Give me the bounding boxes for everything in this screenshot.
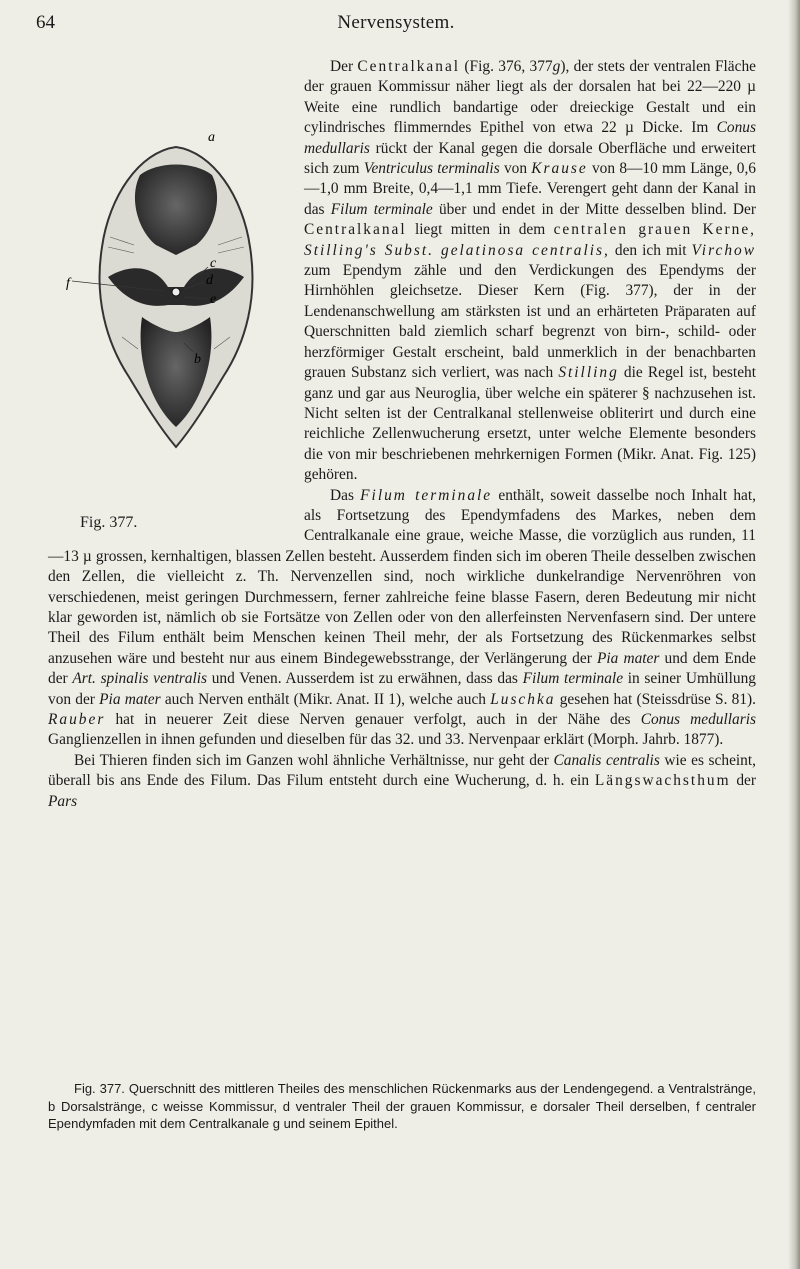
central-canal (172, 288, 180, 296)
page-edge (788, 0, 800, 1269)
text-run: Das (330, 486, 361, 504)
spinal-cord-cross-section-illustration (38, 127, 292, 507)
italic-term: Conus medullaris (640, 711, 756, 728)
italic-term: Canalis centralis (553, 751, 660, 769)
text-run: und dem Ende der (48, 649, 756, 688)
label-e: e (210, 292, 217, 307)
text-run: wie es scheint, überall bis ans Ende des Filum. Das Filum entsteht durch eine Wucherung, d. h. ein (48, 751, 756, 790)
text-run: Ganglienzellen in ihnen gefunden und dieselben für das 32. und 33. Nervenpaar erklärt (Morph. Jahrb. 1877). (48, 731, 724, 749)
text-run: über und endet in der Mitte desselben blind. Der (432, 200, 756, 218)
text-run: hat in neuerer Zeit diese Nerven genauer verfolgt, auch in der Nähe des (105, 711, 641, 728)
paragraph-animals (48, 751, 756, 812)
label-d: d (206, 273, 213, 288)
text-run: rückt der Kanal gegen die dorsale Oberfläche und erweitert sich zum (304, 139, 756, 178)
text-run: ), der stets der ventralen Fläche der grauen Kommissur näher liegt als der dorsalen hat bei 22—220 µ Weite eine rundlich bandartige oder dreieckige Gestalt und ein cylindrisches flimmerndes Epithel von etwa 22 µ Dicke. Im (304, 58, 756, 137)
italic-term: Filum terminale (522, 670, 624, 688)
author-name: Rauber (48, 711, 106, 728)
text-run: (Fig. 376, 377 (460, 58, 553, 75)
text-run: zum Ependym zähle und den Verdickungen des Ependyms der Hirnhöhlen gleichsetze. Dieser Kern (Fig. 377), der in der Lendenanschwellung am stärksten ist und an erhärteten Präparaten auf Querschnitten bald ziemlich scharf begrenzt von birn-, schild- oder herzförmiger Gestalt erscheint, bald unmerklich in der benachbarten grauen Substanz sich verliert, was nach (304, 262, 756, 382)
italic-term: Art. spinalis ventralis (72, 670, 208, 688)
caption-text: Fig. 377. Querschnitt des mittleren Theiles des menschlichen Rückenmarks aus der Lendengegend. a Ventralstränge, b Dorsalstränge, c weisse Kommissur, d ventraler Theil der grauen Kommissur, e dorsaler Theil derselben, f centraler Ependymfaden mit dem Centralkanale g und seinem Epithel. (48, 1081, 756, 1132)
italic-term: Filum terminale (330, 200, 433, 218)
figure-label: Fig. 377. (80, 514, 138, 531)
author-name: Luschka (490, 690, 556, 708)
italic-term: Filum terminale (360, 486, 493, 504)
label-f: f (66, 276, 70, 291)
text-run: Der (330, 58, 358, 75)
author-name: Virchow (691, 241, 756, 259)
text-run: Bei Thieren finden sich im Ganzen wohl ähnliche Verhältnisse, nur geht der (74, 751, 554, 769)
text-run: enthält, soweit dasselbe noch Inhalt hat, als Fortsetzung des Ependymfadens des Markes, neben dem Centralkanale eine graue, weiche Masse, die vorzüglich aus runden, 11—13 µ grossen, kernhaltigen, blassen Zellen besteht. Ausserdem finden sich im oberen Theile desselben zwischen den Zellen, die vielleicht z. Th. Nervenzellen sind, noch wirkliche dunkelrandige Nervenröhren von verschiedenen, meist geringen Durchmessern, ferner zahlreiche feine blasse Fasern, deren Bedeutung mir nicht klar geworden ist, nämlich ob sie Fortsätze von Zellen oder von den allerfeinsten Nervenfasern sind. Der untere Theil des Filum enthält beim Menschen keinen Theil mehr, der als Fortsetzung des Rückenmarkes selbst anzusehen wäre und besteht nur aus einem Bindegewebsstrange, der Verlängerung der (48, 486, 756, 667)
italic-term: Pia mater (99, 690, 161, 708)
spaced-term: Centralkanal (357, 58, 461, 75)
italic-term: Pars (48, 792, 78, 810)
running-title: Nervensystem. (337, 12, 455, 33)
text-run: auch Nerven enthält (Mikr. Anat. II 1), welche auch (160, 690, 491, 708)
figure-377 (38, 127, 292, 537)
page-header (36, 12, 756, 42)
text-run: von 8—10 mm Länge, 0,6—1,0 mm Breite, 0,4—1,1 mm Tiefe. Verengert geht dann der Kanal in das (304, 160, 756, 218)
spaced-term: Centralkanal (304, 221, 407, 239)
text-run: in seiner Umhüllung von der (48, 670, 756, 708)
author-name: Stilling (558, 364, 619, 382)
italic-term: Pia mater (596, 649, 660, 667)
author-name: Krause (531, 160, 588, 178)
italic-term: Ventriculus terminalis (363, 160, 500, 178)
text-run: den ich mit (609, 241, 692, 259)
spaced-term: centralen grauen Kerne, (553, 221, 757, 239)
text-run: die Regel ist, besteht ganz und gar aus Neuroglia, über welche ein späterer § nachzusehen ist. Nicht selten ist der Centralkanal stellenweise obliterirt und durch eine reichliche Zellenwucherung ersetzt, unter welche Elemente besonders die von mir beschriebenen mehrkernigen Formen (Mikr. Anat. Fig. 125) gehören. (304, 364, 756, 484)
italic-term: g (552, 58, 561, 75)
figure-caption (48, 1080, 756, 1133)
label-a: a (208, 130, 215, 145)
text-run: und Venen. Ausserdem ist zu erwähnen, dass das (207, 670, 523, 688)
text-run: liegt mitten in dem (406, 221, 554, 239)
label-c: c (210, 256, 217, 271)
page-number: 64 (36, 12, 55, 33)
body-text (48, 57, 756, 812)
italic-term: Conus medullaris (304, 119, 756, 157)
label-b: b (194, 352, 201, 367)
spaced-term: Längswachsthum (594, 772, 731, 790)
text-run: gesehen hat (Steissdrüse S. 81). (555, 690, 757, 708)
text-run: der (730, 772, 757, 790)
text-run: von (499, 160, 532, 178)
italic-term: Stilling's Subst. gelatinosa centralis, (304, 241, 610, 259)
